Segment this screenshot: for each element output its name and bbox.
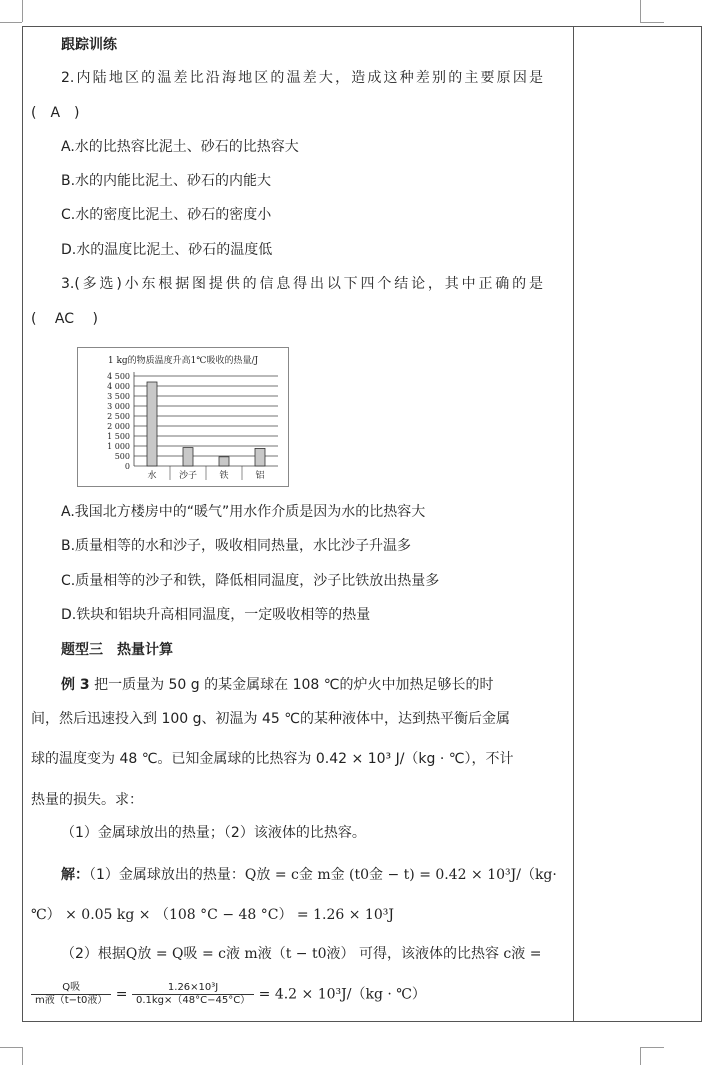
solution-result: = 4.2 × 10³J/（kg · ℃） xyxy=(258,986,426,1003)
q3-option-c: C.质量相等的沙子和铁，降低相同温度，沙子比铁放出热量多 xyxy=(61,573,440,589)
chart-ytick-label: 1 500 xyxy=(107,432,130,441)
chart-bar xyxy=(183,448,193,466)
crop-mark-bottom-right-v xyxy=(640,1047,641,1065)
chart-category-label: 水 xyxy=(147,471,157,481)
solution-line-1 xyxy=(61,865,557,885)
crop-mark-bottom-left-h xyxy=(0,1047,22,1048)
heat-chart xyxy=(77,347,289,487)
section-heading: 题型三 热量计算 xyxy=(61,642,173,658)
crop-mark-top-left-h xyxy=(0,22,22,23)
example-line-3: 球的温度变为 48 ℃。已知金属球的比热容为 0.42 × 10³ J/（kg · ℃），不计 xyxy=(31,751,514,767)
chart-ytick-label: 4 500 xyxy=(107,372,130,381)
chart-bar xyxy=(147,382,157,466)
q2-option-d: D.水的温度比泥土、砂石的温度低 xyxy=(61,242,273,258)
crop-mark-bottom-right-h xyxy=(640,1047,664,1048)
q3-stem: 3.(多选)小东根据图提供的信息得出以下四个结论，其中正确的是 xyxy=(61,276,543,292)
solution-line-4 xyxy=(31,982,426,1007)
q2-answer: ( A ) xyxy=(31,105,80,121)
example-label: 例 3 xyxy=(61,677,90,693)
chart-category-label: 沙子 xyxy=(178,471,198,481)
q3-option-a: A.我国北方楼房中的“暖气”用水作介质是因为水的比热容大 xyxy=(61,504,426,520)
example-line-4: 热量的损失。求： xyxy=(31,792,143,808)
fraction-1-denominator: m液（t−t0液） xyxy=(35,995,108,1006)
fraction-2-denominator: 0.1kg×（48°C−45°C） xyxy=(135,995,251,1006)
solution-step2-suffix: 可得，该液体的比热容 xyxy=(358,946,499,962)
fraction-2 xyxy=(132,982,254,1007)
fraction-2-numerator: 1.26×10³J xyxy=(132,982,254,995)
chart-ytick-label: 4 000 xyxy=(107,382,130,391)
example-line-1 xyxy=(61,675,493,695)
chart-category-label: 铁 xyxy=(219,471,229,481)
solution-step2-formula: Q放 = Q吸 = c液 m液（t − t0液） xyxy=(125,946,355,962)
example-line-5: （1）金属球放出的热量；（2）该液体的比热容。 xyxy=(61,825,366,841)
crop-mark-top-right-v xyxy=(640,0,641,22)
q2-option-b: B.水的内能比泥土、砂石的内能大 xyxy=(61,173,272,189)
heat-chart-svg xyxy=(78,348,288,486)
chart-ytick-label: 2 500 xyxy=(107,412,130,421)
equals-sign: = xyxy=(115,986,128,1003)
q3-option-d: D.铁块和铝块升高相同温度，一定吸收相等的热量 xyxy=(61,607,371,623)
q3-option-b: B.质量相等的水和沙子，吸收相同热量，水比沙子升温多 xyxy=(61,538,412,554)
q2-option-c: C.水的密度比泥土、砂石的密度小 xyxy=(61,207,272,223)
q3-answer: ( AC ) xyxy=(31,311,98,327)
crop-mark-bottom-left-v xyxy=(22,1047,23,1065)
solution-step1-formula: Q放 = c金 m金 (t0金 − t) = 0.42 × 10³J/（kg· xyxy=(244,867,557,883)
chart-ytick-label: 0 xyxy=(124,462,130,471)
solution-step1-prefix: （1）金属球放出的热量： xyxy=(89,867,245,883)
column-divider xyxy=(573,27,574,1021)
solution-step2-lhs: c液 = xyxy=(503,946,542,962)
chart-ytick-label: 1 000 xyxy=(107,442,130,451)
chart-title: 1 kg的物质温度升高1℃吸收的热量/J xyxy=(107,356,259,366)
example-line-2: 间，然后迅速投入到 100 g、初温为 45 ℃的某种液体中，达到热平衡后金属 xyxy=(31,711,510,727)
example-text-1: 把一质量为 50 g 的某金属球在 108 ℃的炉火中加热足够长的时 xyxy=(94,677,494,693)
chart-category-label: 铝 xyxy=(255,471,265,481)
solution-step2-prefix: （2）根据 xyxy=(61,946,126,962)
chart-ytick-label: 3 500 xyxy=(107,392,130,401)
q2-stem: 2.内陆地区的温差比沿海地区的温差大，造成这种差别的主要原因是 xyxy=(61,70,543,86)
follow-training-heading: 跟踪训练 xyxy=(61,37,117,53)
chart-ytick-label: 500 xyxy=(114,452,130,461)
solution-line-3 xyxy=(61,944,541,964)
chart-ytick-label: 2 000 xyxy=(107,422,130,431)
fraction-1-numerator: Q吸 xyxy=(31,982,111,995)
solution-line-2: ℃） × 0.05 kg × （108 °C − 48 °C） = 1.26 × 10³J xyxy=(31,907,394,923)
chart-ytick-label: 3 000 xyxy=(107,402,130,411)
crop-mark-top-right-h xyxy=(640,22,664,23)
chart-bar xyxy=(255,448,265,466)
q2-option-a: A.水的比热容比泥土、砂石的比热容大 xyxy=(61,139,299,155)
solution-label: 解： xyxy=(61,867,89,883)
fraction-1 xyxy=(31,982,111,1007)
chart-bar xyxy=(219,457,229,466)
crop-mark-top-left-v xyxy=(22,0,23,22)
table-frame xyxy=(22,26,702,1022)
